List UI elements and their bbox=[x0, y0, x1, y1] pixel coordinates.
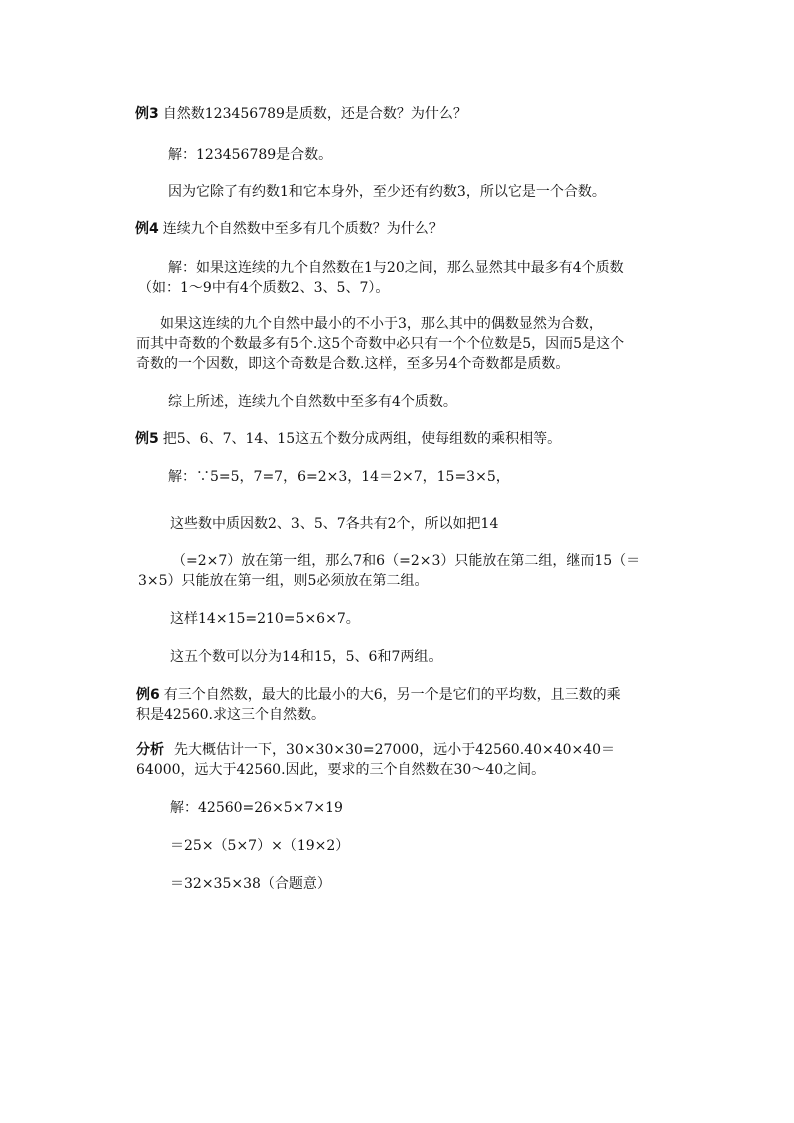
ex3-label: 例3 bbox=[135, 106, 159, 122]
ex4-p2-line1: 如果这连续的九个自然中最小的不小于3，那么其中的偶数显然为合数， bbox=[160, 316, 603, 332]
ex6-question-part1: 有三个自然数，最大的比最小的大6，另一个是它们的平均数，且三数的乘 bbox=[163, 687, 621, 703]
ex4-label: 例4 bbox=[135, 221, 159, 237]
ex5-step3-line2: 3×5）只能放在第一组，则5必须放在第二组。 bbox=[138, 573, 429, 589]
ex4-conclusion: 综上所述，连续九个自然数中至多有4个质数。 bbox=[168, 394, 457, 410]
ex5-step3-line1: （=2×7）放在第一组，那么7和6（=2×3）只能放在第二组，继而15（＝ bbox=[172, 553, 641, 569]
ex6-label: 例6 bbox=[136, 687, 160, 703]
ex5-label: 例5 bbox=[135, 431, 159, 447]
ex4-p2-line2: 而其中奇数的个数最多有5个.这5个奇数中必只有一个个位数是5，因而5是这个 bbox=[136, 336, 625, 352]
ex3-reason: 因为它除了有约数1和它本身外，至少还有约数3，所以它是一个合数。 bbox=[168, 184, 606, 200]
ex5-step2: 这些数中质因数2、3、5、7各共有2个，所以如把14 bbox=[170, 516, 499, 532]
ex6-question-line2: 积是42560.求这三个自然数。 bbox=[136, 707, 325, 723]
ex4-question: 连续九个自然数中至多有几个质数？为什么？ bbox=[162, 221, 443, 237]
ex4-p1-line2: （如：1～9中有4个质数2、3、5、7）。 bbox=[138, 280, 390, 296]
ex5-question-line bbox=[135, 429, 561, 449]
ex5-step5: 这五个数可以分为14和15，5、6和7两组。 bbox=[170, 649, 443, 665]
ex6-analysis-line2: 64000，远大于42560.因此，要求的三个自然数在30～40之间。 bbox=[136, 762, 546, 778]
ex4-p2-line3: 奇数的一个因数，即这个奇数是合数.这样，至多另4个奇数都是质数。 bbox=[136, 356, 570, 372]
ex4-p1-line1: 解：如果这连续的九个自然数在1与20之间，那么显然其中最多有4个质数 bbox=[168, 260, 624, 276]
ex5-question: 把5、6、7、14、15这五个数分成两组，使每组数的乘积相等。 bbox=[162, 431, 562, 447]
ex6-solution-line1: 解：42560=26×5×7×19 bbox=[170, 800, 343, 816]
ex3-question-line bbox=[135, 104, 467, 124]
ex3-question: 自然数123456789是质数，还是合数？为什么？ bbox=[162, 106, 467, 122]
ex6-analysis-line1 bbox=[136, 740, 615, 760]
ex5-step1: 解：∵5=5，7=7，6=2×3，14＝2×7，15=3×5， bbox=[168, 469, 510, 485]
ex5-step4: 这样14×15=210=5×6×7。 bbox=[170, 611, 360, 627]
ex6-analysis-part1: 先大概估计一下，30×30×30=27000，远小于42560.40×40×40＝ bbox=[174, 742, 616, 758]
ex6-solution-line3: ＝32×35×38（合题意） bbox=[170, 876, 331, 892]
ex6-solution-line2: ＝25×（5×7）×（19×2） bbox=[170, 838, 350, 854]
ex6-analysis-label: 分析 bbox=[136, 742, 164, 758]
ex6-question-line1 bbox=[136, 685, 621, 705]
ex3-answer: 解：123456789是合数。 bbox=[168, 147, 333, 163]
ex4-question-line bbox=[135, 219, 443, 239]
